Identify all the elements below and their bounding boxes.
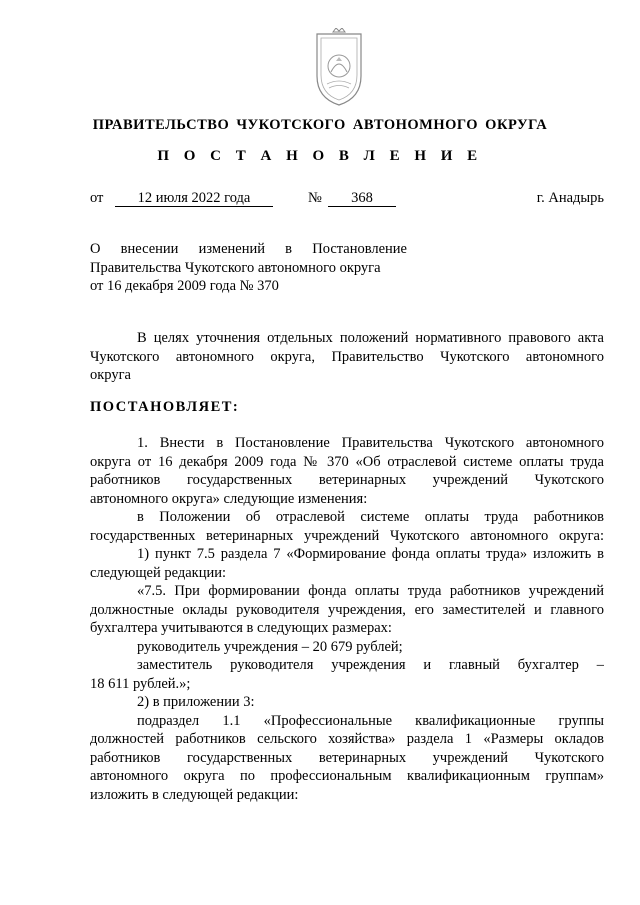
government-title: ПРАВИТЕЛЬСТВО ЧУКОТСКОГО АВТОНОМНОГО ОКРУГА: [92, 117, 548, 133]
document-body: [90, 434, 604, 804]
document-meta-line: [90, 190, 604, 210]
body-line: округа от 16 декабря 2009 года № 370 «Об отраслевой системе оплаты труда: [90, 453, 604, 470]
body-line: бухгалтера учитываются в следующих размерах:: [90, 620, 392, 636]
body-line: 18 611 рублей.»;: [90, 675, 191, 692]
body-line: руководитель учреждения – 20 679 рублей;: [137, 638, 403, 655]
body-line: должностные оклады руководителя учреждения, его заместителей и главного: [90, 601, 604, 618]
body-line: автономного округа по профессиональным квалификационным группам»: [90, 768, 604, 784]
subject-line: О внесении изменений в Постановление: [90, 241, 407, 257]
body-line: 1. Внести в Постановление Правительства Чукотского автономного: [137, 435, 604, 451]
preamble-line: округа: [90, 367, 131, 383]
document-subject: [90, 240, 407, 296]
preamble-line: В целях уточнения отдельных положений нормативного правового акта: [137, 330, 604, 346]
body-line: 2) в приложении 3:: [137, 694, 255, 710]
preamble: [90, 329, 604, 385]
body-line: в Положении об отраслевой системе оплаты труда работников: [137, 509, 604, 525]
body-line: государственных ветеринарных учреждений Чукотского автономного округа:: [90, 527, 604, 544]
number-sign: №: [308, 190, 322, 206]
subject-line: от 16 декабря 2009 года № 370: [90, 278, 279, 294]
body-line: изложить в следующей редакции:: [90, 786, 299, 803]
body-line: автономного округа» следующие изменения:: [90, 490, 368, 507]
date-prefix: от: [90, 190, 104, 206]
resolves-heading: ПОСТАНОВЛЯЕТ:: [90, 399, 240, 415]
body-line: должностей работников сельского хозяйства» раздела 1 «Размеры окладов: [90, 731, 604, 747]
document-date: 12 июля 2022 года: [115, 190, 273, 207]
body-line: 1) пункт 7.5 раздела 7 «Формирование фонда оплаты труда» изложить в: [137, 546, 604, 562]
body-line: заместитель руководителя учреждения и главный бухгалтер –: [137, 657, 604, 673]
preamble-line: Чукотского автономного округа, Правительство Чукотского автономного: [90, 348, 604, 365]
body-line: работников государственных ветеринарных учреждений Чукотского: [90, 472, 604, 488]
coat-of-arms-icon: [303, 28, 375, 108]
subject-line: Правительства Чукотского автономного округа: [90, 259, 381, 276]
body-line: следующей редакции:: [90, 564, 227, 581]
body-line: «7.5. При формировании фонда оплаты труда работников учреждений: [137, 583, 604, 599]
document-city: г. Анадырь: [536, 190, 604, 206]
body-line: работников государственных ветеринарных учреждений Чукотского: [90, 749, 604, 766]
body-line: подраздел 1.1 «Профессиональные квалификационные группы: [137, 712, 604, 729]
document-type: П О С Т А Н О В Л Е Н И Е: [157, 148, 483, 164]
document-number: 368: [328, 190, 396, 207]
